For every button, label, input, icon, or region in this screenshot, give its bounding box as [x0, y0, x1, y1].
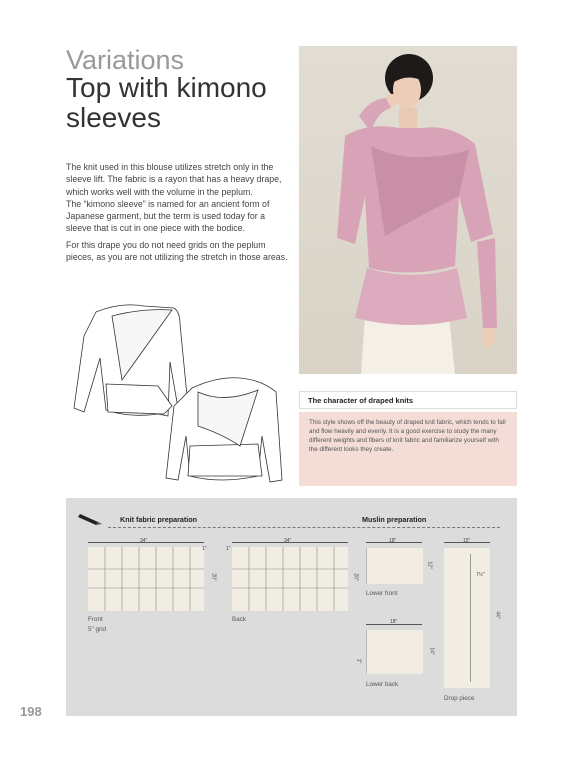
drape-grainline [470, 554, 471, 682]
front-width-line [88, 542, 204, 543]
back-margin-dim: 1" [226, 546, 231, 552]
front-grid-label: 5" grid [88, 626, 106, 633]
knit-heading: Knit fabric preparation [120, 515, 198, 524]
back-width-line [232, 542, 348, 543]
lower-back-fabric [366, 630, 423, 674]
page-title: Top with kimono sleeves [66, 72, 267, 133]
preparation-panel [66, 498, 517, 716]
drape-width-line [444, 542, 490, 543]
front-width-dim: 34" [140, 538, 148, 544]
lower-back-height-dim: 14" [428, 647, 435, 655]
model-illustration [299, 46, 517, 374]
flat-sketch [62, 296, 288, 486]
page-number: 198 [20, 704, 42, 719]
heading-divider [108, 527, 500, 528]
paragraph-2: The “kimono sleeve” is named for an ancient form of Japanese garment, but the term is used today for a sleeve that is cut in one piece with the bodice. [66, 198, 270, 234]
info-heading: The character of draped knits [299, 391, 517, 409]
lower-back-label: Lower back [366, 681, 399, 688]
body-text [66, 161, 291, 267]
paragraph-3: For this drape you do not need grids on the peplum pieces, as you are not utilizing the stretch in those areas. [66, 239, 288, 263]
front-label: Front [88, 616, 103, 623]
back-width-dim: 34" [284, 538, 292, 544]
section-title: Variations [66, 45, 185, 75]
back-height-dim: 20" [352, 573, 359, 581]
front-margin-dim: 1" [202, 546, 207, 552]
drape-height-dim: 44" [494, 611, 501, 619]
drape-label: Drop piece [444, 695, 475, 702]
info-text: This style shows off the beauty of draped knit fabric, which tends to fall and flow heavily and evenly. It is a good exercise to study the many different weights and fibers of knit fabric and familiarize yourself with the different looks they create. [299, 412, 517, 486]
lower-front-width-line [366, 542, 422, 543]
back-fabric [232, 547, 348, 611]
back-label: Back [232, 616, 246, 623]
pencil-icon [78, 512, 102, 526]
drape-width-dim: 15" [463, 538, 471, 544]
lower-front-height-dim: 12" [426, 561, 433, 569]
paragraph-1: The knit used in this blouse utilizes stretch only in the sleeve lift. The fabric is a rayon that has a heavy drape, which works well with the volume in the peplum. [66, 162, 282, 197]
lower-back-side-dim: 1" [355, 658, 362, 664]
front-height-dim: 20" [210, 573, 217, 581]
drape-offset-dim: 7½" [476, 572, 485, 578]
drape-fabric [444, 548, 490, 688]
lower-back-width-dim: 18" [390, 619, 398, 625]
lower-front-width-dim: 18" [389, 538, 397, 544]
muslin-heading: Muslin preparation [362, 515, 427, 524]
model-photo [299, 46, 517, 374]
lower-front-fabric [366, 548, 423, 584]
lower-front-label: Lower front [366, 590, 398, 597]
front-fabric [88, 547, 204, 611]
lower-back-width-line [366, 624, 422, 625]
